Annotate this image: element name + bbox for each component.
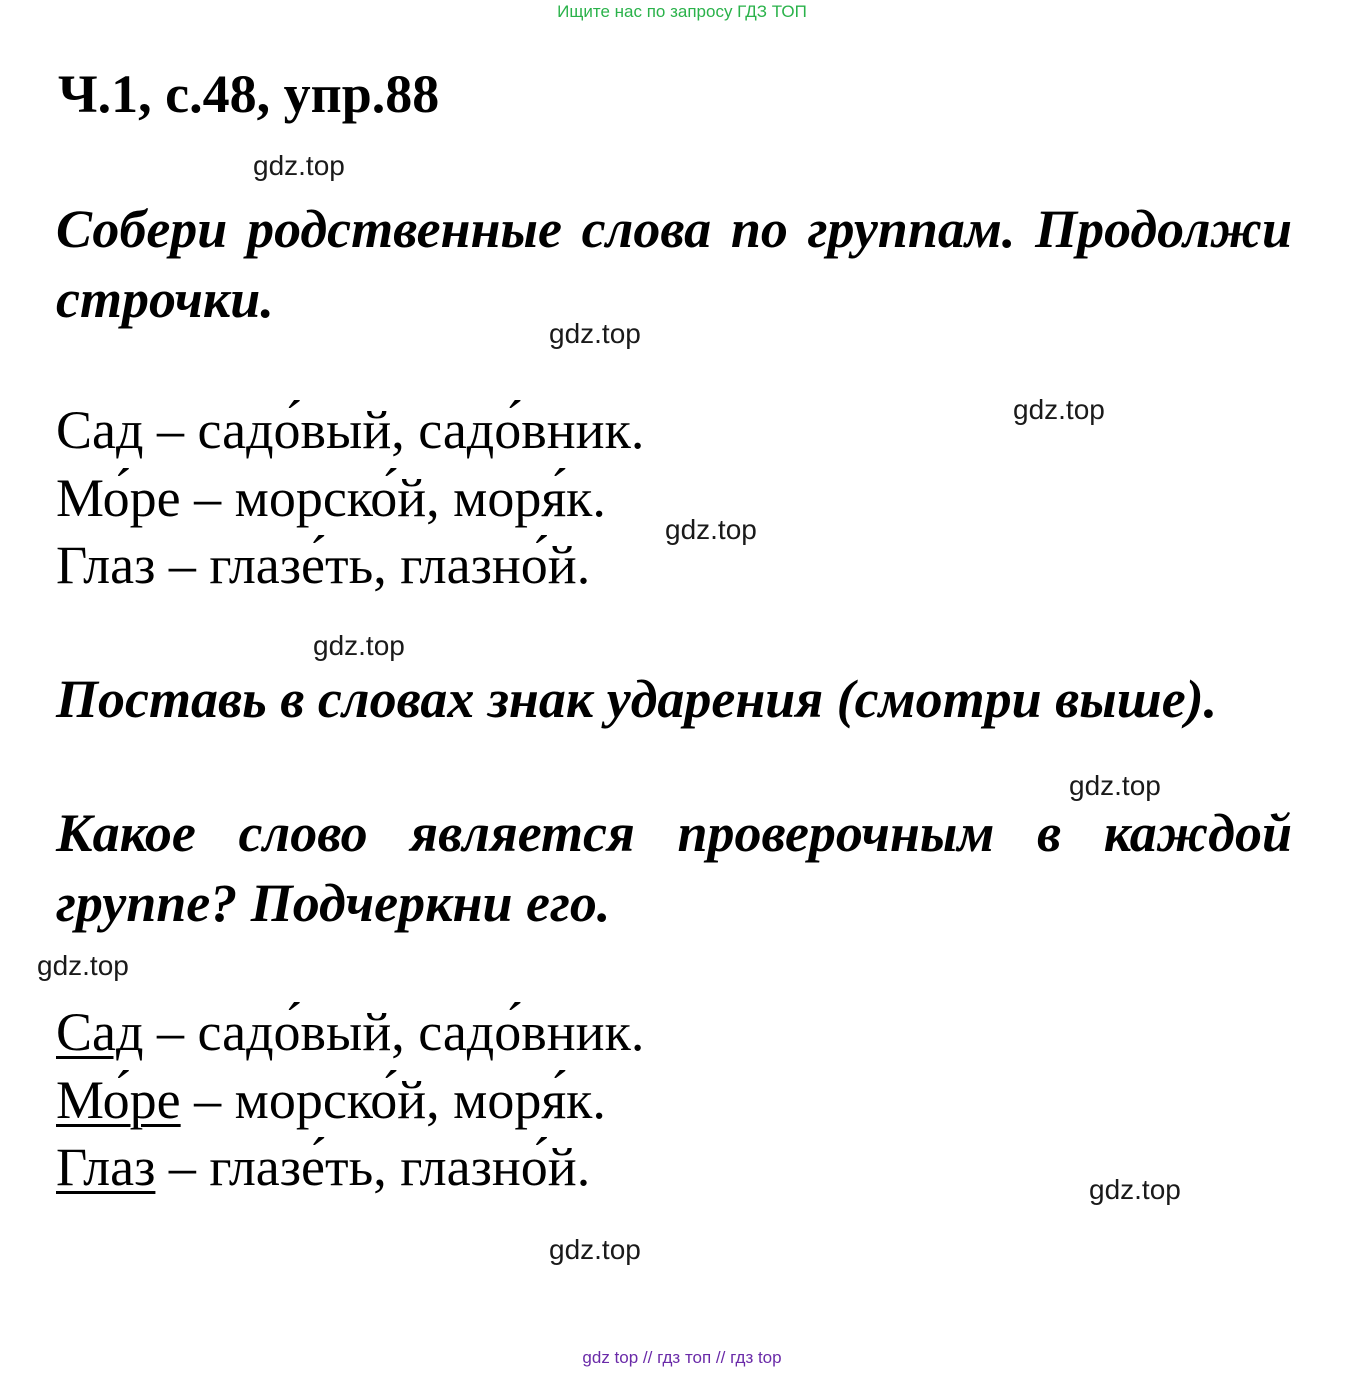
related-words: – глазе́ть, глазно́й. bbox=[155, 535, 591, 595]
watermark: gdz.top bbox=[549, 1234, 641, 1265]
related-words: – глазе́ть, глазно́й. bbox=[155, 1137, 591, 1197]
top-banner-link[interactable]: Ищите нас по запросу ГДЗ ТОП bbox=[557, 2, 807, 21]
watermark: gdz.top bbox=[549, 318, 641, 349]
task-instruction-2: Поставь в словах знак ударения (смотри выше). bbox=[56, 669, 1218, 729]
watermark: gdz.top bbox=[253, 150, 345, 181]
footer-links[interactable]: gdz top // гдз топ // гдз top bbox=[582, 1348, 782, 1367]
underlined-check-word: Сад bbox=[56, 1002, 144, 1062]
related-words: – садо́вый, садо́вник. bbox=[143, 400, 645, 460]
watermark: gdz.top bbox=[1089, 1174, 1181, 1205]
page-title: Ч.1, с.48, упр.88 bbox=[58, 64, 440, 124]
root-word: Глаз bbox=[56, 535, 156, 595]
task-instruction-3: Какое слово является проверочным в каждой группе? Подчеркни его. bbox=[56, 803, 1292, 933]
watermark: gdz.top bbox=[1013, 394, 1105, 425]
underlined-check-word: Мо́ре bbox=[56, 1070, 181, 1130]
underlined-check-word: Глаз bbox=[56, 1137, 156, 1197]
root-word: Сад bbox=[56, 400, 144, 460]
watermark: gdz.top bbox=[665, 514, 757, 545]
related-words: – морско́й, моря́к. bbox=[180, 468, 606, 528]
related-words: – морско́й, моря́к. bbox=[180, 1070, 606, 1130]
related-words: – садо́вый, садо́вник. bbox=[143, 1002, 645, 1062]
task-instruction-1: Собери родственные слова по группам. Продолжи строчки. bbox=[56, 199, 1292, 329]
word-group-line bbox=[56, 998, 644, 1066]
watermark: gdz.top bbox=[1069, 770, 1161, 801]
word-group-line bbox=[56, 396, 644, 464]
word-group-line bbox=[56, 464, 606, 532]
watermark: gdz.top bbox=[313, 630, 405, 661]
root-word: Мо́ре bbox=[56, 468, 181, 528]
watermark: gdz.top bbox=[37, 950, 129, 981]
word-group-line bbox=[56, 1133, 590, 1201]
word-group-line bbox=[56, 531, 590, 599]
word-group-line bbox=[56, 1066, 606, 1134]
